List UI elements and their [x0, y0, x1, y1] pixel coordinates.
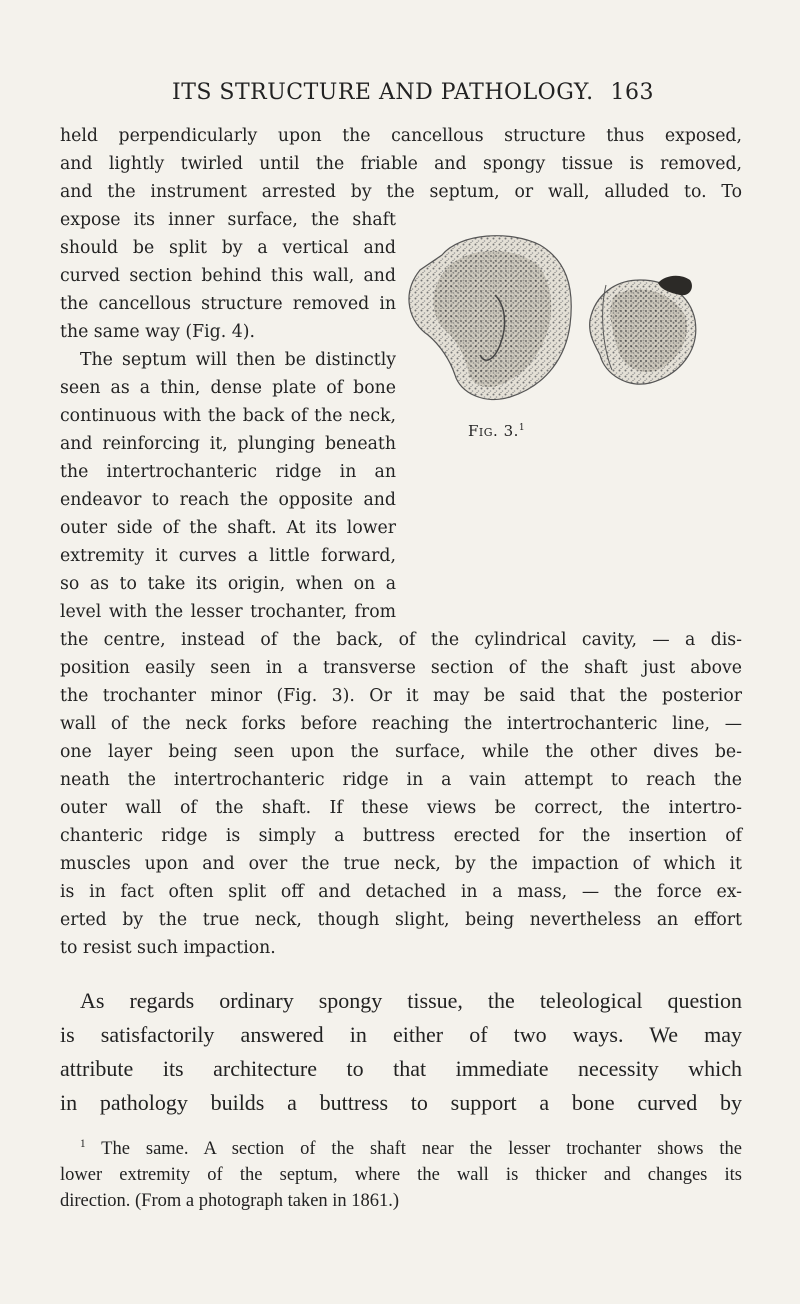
figure-caption-text: Fig. 3. — [468, 422, 519, 440]
text-line: attribute its architecture to that immediate necessity which — [60, 1056, 742, 1081]
text-line: seen as a thin, dense plate of bone — [60, 378, 396, 398]
text-line: chanteric ridge is simply a buttress erected for the insertion of — [60, 826, 742, 846]
text-line: wall of the neck forks before reaching the intertrochanteric line, — — [60, 714, 742, 734]
bone-section-illustration — [390, 225, 750, 415]
text-line: and lightly twirled until the friable and spongy tissue is removed, — [60, 154, 742, 174]
text-line: to resist such impaction. — [60, 938, 276, 958]
text-line: expose its inner surface, the shaft — [60, 210, 396, 230]
text-line: in pathology builds a buttress to support a bone curved by — [60, 1090, 742, 1115]
footnote-line: direction. (From a photograph taken in 1861.) — [60, 1191, 400, 1211]
text-line: curved section behind this wall, and — [60, 266, 396, 286]
text-line: erted by the true neck, though slight, being nevertheless an effort — [60, 910, 742, 930]
text-line: should be split by a vertical and — [60, 238, 396, 258]
page-number: 163 — [610, 80, 654, 105]
footnote-marker: 1 — [80, 1137, 86, 1150]
text-line: one layer being seen upon the surface, while the other dives be- — [60, 742, 742, 762]
footnote-text: The same. A section of the shaft near the lesser trochanter shows the — [101, 1139, 743, 1159]
text-line: held perpendicularly upon the cancellous structure thus exposed, — [60, 126, 742, 146]
text-line: the cancellous structure removed in — [60, 294, 396, 314]
text-line: the centre, instead of the back, of the cylindrical cavity, — a dis- — [60, 630, 742, 650]
text-line: outer side of the shaft. At its lower — [60, 518, 396, 538]
text-line: and the instrument arrested by the septum, or wall, alluded to. To — [60, 182, 742, 202]
text-line: level with the lesser trochanter, from — [60, 602, 396, 622]
text-line: As regards ordinary spongy tissue, the teleological question — [80, 988, 742, 1013]
text-line: muscles upon and over the true neck, by the impaction of which it — [60, 854, 742, 874]
text-line: endeavor to reach the opposite and — [60, 490, 396, 510]
text-line: the intertrochanteric ridge in an — [60, 462, 396, 482]
text-line: neath the intertrochanteric ridge in a vain attempt to reach the — [60, 770, 742, 790]
footnote-reference: 1 — [518, 423, 526, 433]
text-line: is satisfactorily answered in either of two ways. We may — [60, 1022, 742, 1047]
text-line: position easily seen in a transverse section of the shaft just above — [60, 658, 742, 678]
text-line: and reinforcing it, plunging beneath — [60, 434, 396, 454]
text-line: The septum will then be distinctly — [80, 350, 396, 370]
running-title: ITS STRUCTURE AND PATHOLOGY. — [172, 80, 594, 105]
text-line: outer wall of the shaft. If these views be correct, the intertro- — [60, 798, 742, 818]
text-line: is in fact often split off and detached in a mass, — the force ex- — [60, 882, 742, 902]
text-line: extremity it curves a little forward, — [60, 546, 396, 566]
text-line: the trochanter minor (Fig. 3). Or it may be said that the posterior — [60, 686, 742, 706]
text-line: so as to take its origin, when on a — [60, 574, 396, 594]
footnote-line — [60, 1137, 743, 1159]
footnote-line: lower extremity of the septum, where the wall is thicker and changes its — [60, 1165, 742, 1185]
text-line: continuous with the back of the neck, — [60, 406, 396, 426]
bone-section-figure — [390, 225, 750, 415]
figure-caption — [468, 422, 525, 440]
text-line: the same way (Fig. 4). — [60, 322, 255, 342]
